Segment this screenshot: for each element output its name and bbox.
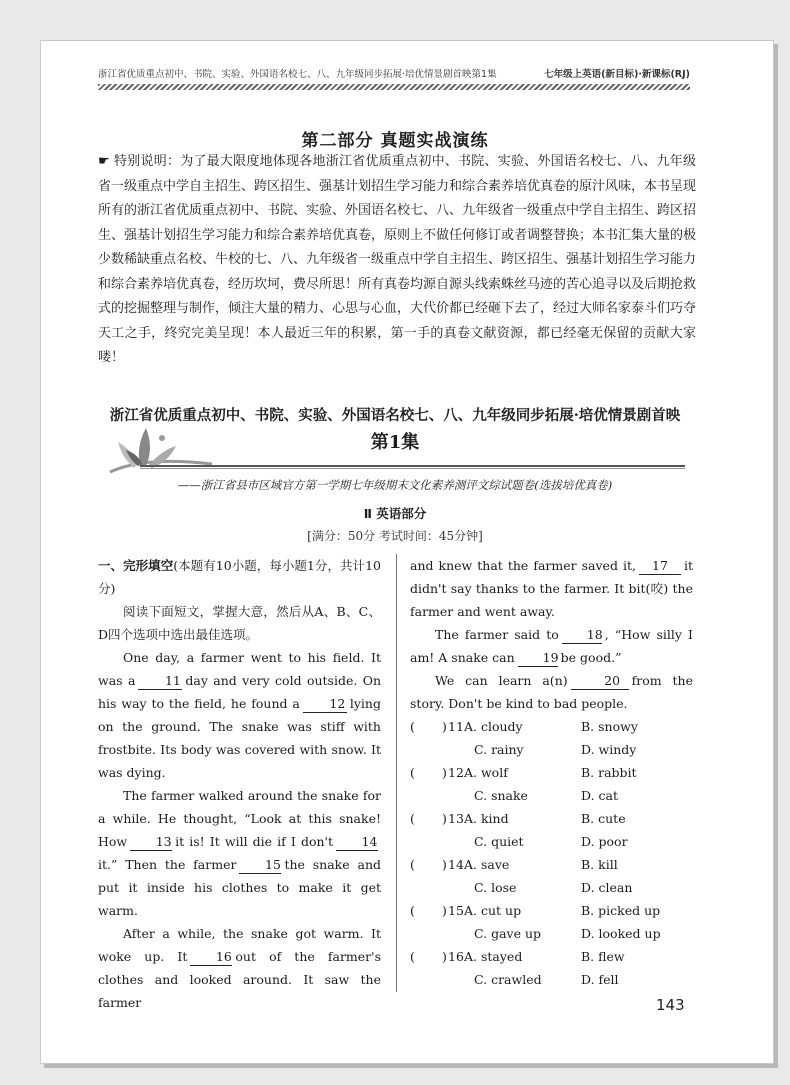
answer-bracket-close: ) (442, 811, 447, 826)
blank-18[interactable]: 18 (562, 627, 602, 644)
option-c[interactable]: C. quiet (474, 834, 524, 849)
blank-15[interactable]: 15 (239, 857, 281, 874)
option-c[interactable]: C. crawled (474, 972, 542, 987)
option-b[interactable]: B. cute (581, 811, 626, 826)
question-item (410, 922, 693, 945)
answer-bracket-open: ( (410, 719, 415, 734)
question-item (410, 784, 693, 807)
cloze-heading: 一、完形填空(本题有10小题，每小题1分，共计10分) (98, 558, 381, 596)
option-d[interactable]: D. looked up (581, 926, 661, 941)
question-item (410, 807, 693, 830)
option-c[interactable]: C. snake (474, 788, 528, 803)
blank-17[interactable]: 17 (639, 558, 681, 575)
question-item (410, 853, 693, 876)
answer-bracket-open: ( (410, 949, 415, 964)
question-number: 15 (448, 903, 464, 918)
question-item (410, 830, 693, 853)
answer-bracket-close: ) (442, 719, 447, 734)
blank-12[interactable]: 12 (303, 696, 347, 713)
series-title: 浙江省优质重点初中、书院、实验、外国语名校七、八、九年级同步拓展·培优情景剧首映 (109, 407, 681, 424)
page-number: 143 (656, 996, 685, 1014)
answer-bracket-open: ( (410, 903, 415, 918)
option-d[interactable]: D. poor (581, 834, 628, 849)
answer-bracket-open: ( (410, 857, 415, 872)
option-d[interactable]: D. cat (581, 788, 618, 803)
option-a[interactable]: A. wolf (464, 765, 508, 780)
right-column (410, 554, 693, 991)
blank-16[interactable]: 16 (190, 949, 232, 966)
question-item (410, 968, 693, 991)
title-rule (140, 465, 685, 467)
blank-13[interactable]: 13 (130, 834, 172, 851)
answer-bracket-close: ) (442, 765, 447, 780)
question-number: 12 (448, 765, 464, 780)
answer-bracket-close: ) (442, 857, 447, 872)
notice-text: 特别说明：为了最大限度地体现各地浙江省优质重点初中、书院、实验、外国语名校七、八、九年级省一级重点中学自主招生、跨区招生、强基计划招生学习能力和综合素养培优真卷的原汁风味，本书呈现所有的浙江省优质重点初中、书院、实验、外国语名校七、八、九年级省一级重点中学自主招生、跨区招生、强基计划招生学习能力和综合素养培优真卷，原则上不做任何修订或者调整替换；本书汇集大量的极少数稀缺重点名校、牛校的七、八、九年级省一级重点中学自主招生、跨区招生、强基计划招生学习能力和综合素养培优真卷，经历坎坷，费尽所思！所有真卷均源自源头线索蛛丝马迹的苦心追寻以及后期抢救式的挖掘整理与制作，倾注大量的精力、心思与心血，大代价都已经砸下去了，经过大师名家泰斗们巧夺天工之手，终究完美呈现！本人最近三年的积累，第一手的真卷文献资源，都已经毫无保留的贡献大家喽！ (98, 154, 697, 365)
question-item (410, 876, 693, 899)
part-title: Ⅱ 英语部分 (363, 506, 427, 521)
left-column (98, 554, 381, 1014)
blank-20[interactable]: 20 (571, 673, 629, 690)
pointing-hand-icon: ☛ (98, 154, 110, 169)
section-title: 第二部分 真题实战演练 (301, 131, 489, 151)
question-list (410, 715, 693, 991)
collection-title: 第1集 (370, 432, 420, 453)
question-item (410, 738, 693, 761)
answer-bracket-open: ( (410, 765, 415, 780)
column-divider (396, 554, 397, 992)
answer-bracket-open: ( (410, 811, 415, 826)
question-item (410, 899, 693, 922)
option-d[interactable]: D. windy (581, 742, 637, 757)
option-b[interactable]: B. snowy (581, 719, 638, 734)
score-time: [满分：50分 考试时间：45分钟] (307, 529, 483, 543)
special-notice (98, 150, 696, 371)
question-number: 11 (448, 719, 464, 734)
question-item (410, 715, 693, 738)
option-c[interactable]: C. gave up (474, 926, 542, 941)
answer-bracket-close: ) (442, 949, 447, 964)
option-a[interactable]: A. cloudy (464, 719, 523, 734)
passage-paragraph: and knew that the farmer saved it, 17 it didn't say thanks to the farmer. It bit(咬) the farmer and went away. (410, 558, 693, 619)
option-b[interactable]: B. picked up (581, 903, 661, 918)
option-b[interactable]: B. rabbit (581, 765, 637, 780)
blank-14[interactable]: 14 (336, 834, 378, 851)
option-a[interactable]: A. save (464, 857, 510, 872)
option-c[interactable]: C. lose (474, 880, 517, 895)
passage-paragraph: After a while, the snake got warm. It woke up. It 16 out of the farmer's clothes and looked around. It saw the farmer (98, 926, 381, 1010)
option-b[interactable]: B. flew (581, 949, 625, 964)
header-subject: 七年级上英语(新目标)·新课标(RJ) (544, 69, 690, 80)
question-number: 16 (448, 949, 464, 964)
passage-paragraph: One day, a farmer went to his field. It was a 11 day and very cold outside. On his way to the field, he found a 12 lying on the ground. The snake was stiff with frostbite. Its body was covered with snow. It was dying. (98, 650, 382, 780)
option-c[interactable]: C. rainy (474, 742, 524, 757)
option-d[interactable]: D. fell (581, 972, 619, 987)
running-header (98, 66, 690, 82)
exam-subtitle: ——浙江省县市区域官方第一学期七年级期末文化素养测评文综试题卷(选拔培优真卷) (177, 478, 613, 492)
passage-paragraph: The farmer said to 18 , “How silly I am! A snake can 19 be good.” (410, 627, 693, 665)
option-a[interactable]: A. kind (464, 811, 509, 826)
cloze-instruction: 阅读下面短文，掌握大意，然后从A、B、C、D四个选项中选出最佳选项。 (98, 604, 381, 642)
option-d[interactable]: D. clean (581, 880, 633, 895)
option-a[interactable]: A. cut up (464, 903, 522, 918)
option-a[interactable]: A. stayed (464, 949, 523, 964)
question-item (410, 761, 693, 784)
passage-paragraph: We can learn a(n) 20 from the story. Don't be kind to bad people. (410, 673, 693, 711)
blank-11[interactable]: 11 (138, 673, 182, 690)
title-rule-thin (140, 468, 685, 469)
question-number: 13 (448, 811, 464, 826)
passage-paragraph: The farmer walked around the snake for a while. He thought, “Look at this snake! How 13 it is! It will die if I don't 14it.” Then the farmer 15 the snake and put it inside his clothes to make it get warm. (98, 788, 381, 918)
question-item (410, 945, 693, 968)
option-b[interactable]: B. kill (581, 857, 618, 872)
header-series: 浙江省优质重点初中、书院、实验、外国语名校七、八、九年级同步拓展·培优情景剧首映第1集 (98, 69, 497, 80)
header-divider (98, 84, 690, 90)
answer-bracket-close: ) (442, 903, 447, 918)
question-number: 14 (448, 857, 464, 872)
blank-19[interactable]: 19 (518, 650, 558, 667)
